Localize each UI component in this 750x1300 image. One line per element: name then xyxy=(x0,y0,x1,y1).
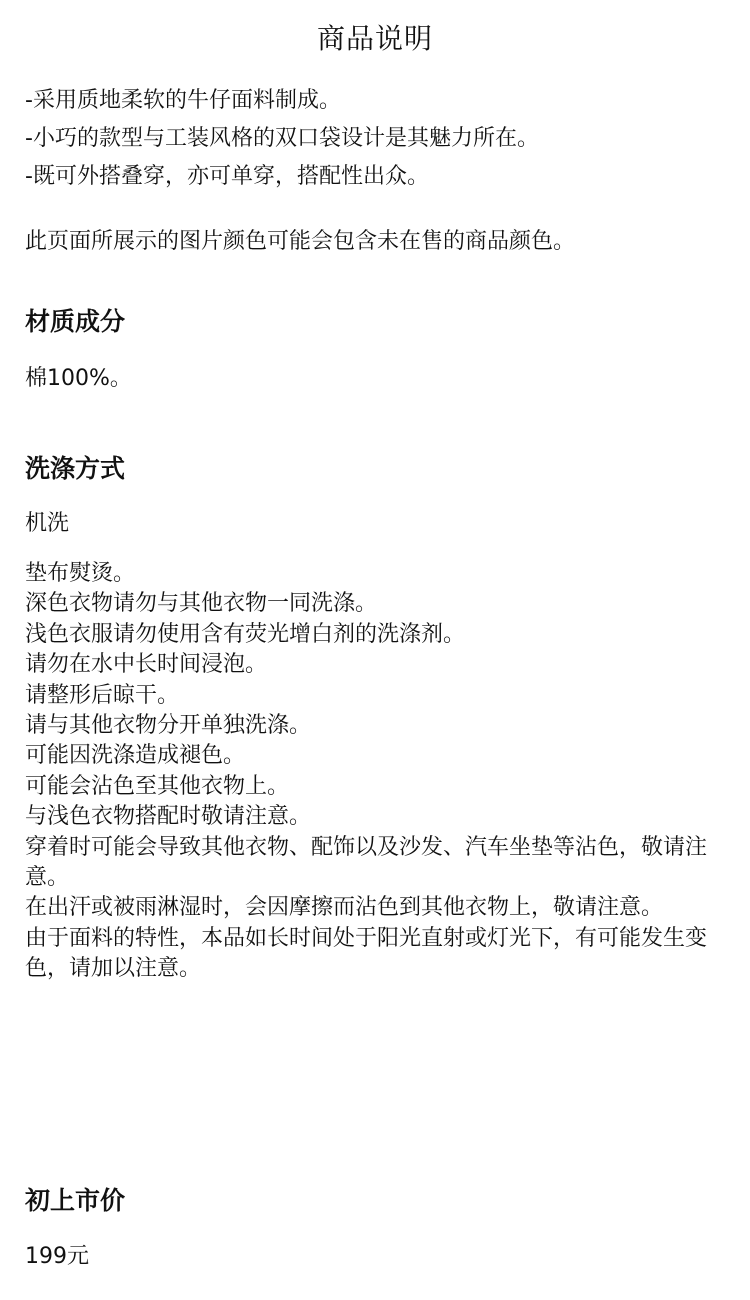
description-bullet: -采用质地柔软的牛仔面料制成。 xyxy=(25,88,341,113)
care-instruction: 请与其他衣物分开单独洗涤。 xyxy=(25,712,312,738)
care-heading: 洗涤方式 xyxy=(25,454,126,483)
material-heading: 材质成分 xyxy=(25,307,126,336)
price-heading: 初上市价 xyxy=(25,1186,126,1215)
care-instruction: 垫布熨烫。 xyxy=(25,561,136,586)
care-instruction: 请勿在水中长时间浸泡。 xyxy=(25,652,268,678)
care-instruction: 由于面料的特性，本品如长时间处于阳光直射或灯光下，有可能发生变色，请加以注意。 xyxy=(25,925,708,982)
care-instruction: 在出汗或被雨淋湿时，会因摩擦而沾色到其他衣物上，敬请注意。 xyxy=(25,895,664,921)
description-bullet: -既可外搭叠穿，亦可单穿，搭配性出众。 xyxy=(25,164,429,189)
care-instruction-list xyxy=(25,559,730,985)
care-instruction: 可能会沾色至其他衣物上。 xyxy=(25,773,290,799)
price-value: 199元 xyxy=(25,1244,89,1269)
care-instruction: 与浅色衣物搭配时敬请注意。 xyxy=(25,804,312,830)
care-instruction: 穿着时可能会导致其他衣物、配饰以及沙发、汽车坐垫等沾色，敬请注意。 xyxy=(25,834,708,890)
description-bullet-list xyxy=(25,82,725,196)
care-instruction: 浅色衣服请勿使用含有荧光增白剂的洗涤剂。 xyxy=(25,621,466,647)
care-instruction: 深色衣物请勿与其他衣物一同洗涤。 xyxy=(25,591,378,617)
page-title: 商品说明 xyxy=(316,22,433,55)
color-note: 此页面所展示的图片颜色可能会包含未在售的商品颜色。 xyxy=(25,229,576,254)
care-instruction: 请整形后晾干。 xyxy=(25,682,180,708)
care-instruction: 可能因洗涤造成褪色。 xyxy=(25,743,246,769)
material-value: 棉100%。 xyxy=(25,366,132,391)
description-bullet: -小巧的款型与工装风格的双口袋设计是其魅力所在。 xyxy=(25,126,539,151)
care-method: 机洗 xyxy=(25,511,70,536)
